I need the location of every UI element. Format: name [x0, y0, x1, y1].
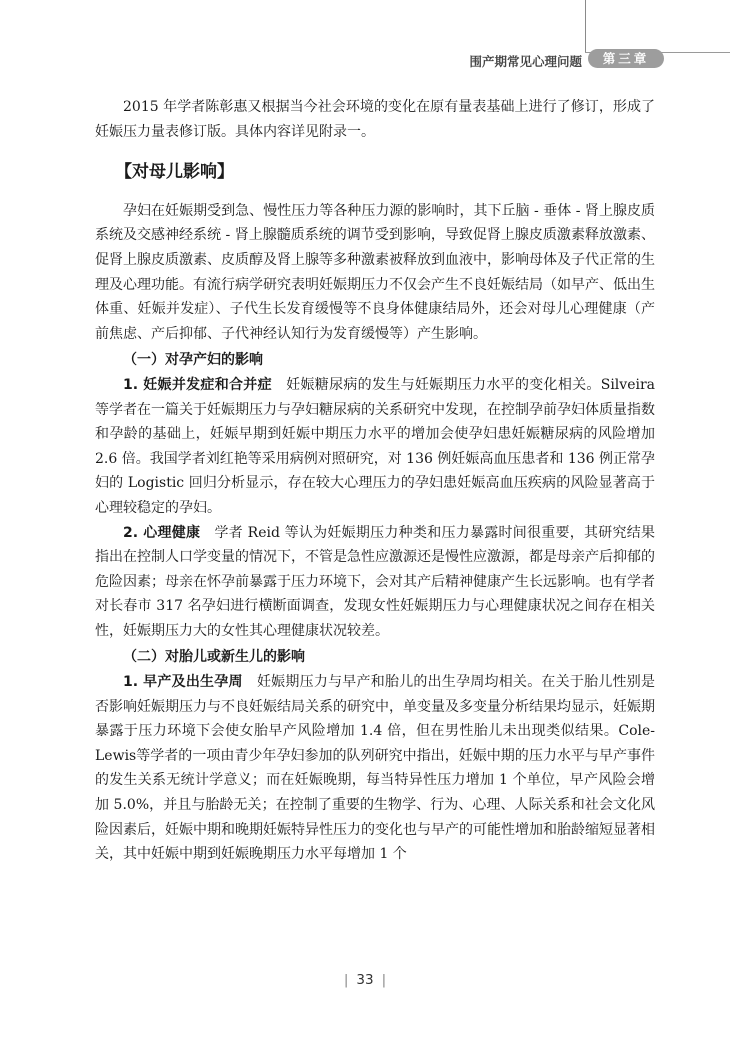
- page-footer: [0, 972, 730, 988]
- page-body: [95, 95, 655, 867]
- paragraph-preterm: [95, 670, 655, 867]
- chapter-badge: 第三章: [588, 49, 664, 68]
- paragraph-text: 学者 Reid 等认为妊娠期压力种类和压力暴露时间很重要，其研究结果指出在控制人口学变量的情况下，不管是急性应激源还是慢性应激源，都是母亲产后抑郁的危险因素；母亲在怀孕前暴露于压力环境下，会对其产后精神健康产生长远影响。也有学者对长春市 317 名孕妇进行横断面调查，发现女性妊娠期压力与心理健康状况之间存在相关性，妊娠期压力大的女性其心理健康状况较差。: [95, 524, 656, 639]
- section-title: 【对母儿影响】: [115, 162, 234, 183]
- subsection-title-fetal: （二）对胎儿或新生儿的影响: [123, 649, 305, 666]
- paragraph-text: 妊娠期压力与早产和胎儿的出生孕周均相关。在关于胎儿性别是否影响妊娠期压力与不良妊娠结局关系的研究中，单变量及多变量分析结果均显示，妊娠期暴露于压力环境下会使女胎早产风险增加 1.4 倍，但在男性胎儿未出现类似结果。Cole-Lewis等学者的一项由青少年孕妇参加的队列研究中指出，妊娠中期的压力水平与早产事件的发生关系无统计学意义；而在妊娠晚期，每当特异性压力增加 1 个单位，早产风险会增加 5.0%，并且与胎龄无关；在控制了重要的生物学、行为、心理、人际关系和社会文化风险因素后，妊娠中期和晚期妊娠特异性压力的变化也与早产的可能性增加和胎龄缩短显著相关，其中妊娠中期到妊娠晚期压力水平每增加 1 个: [95, 674, 656, 863]
- paragraph-lead: 1. 妊娠并发症和合并症: [123, 376, 272, 393]
- paragraph-mental-health: [95, 521, 655, 644]
- paragraph-complications: [95, 373, 655, 521]
- paragraph-text: 妊娠糖尿病的发生与妊娠期压力水平的变化相关。Silveira 等学者在一篇关于妊娠期压力与孕妇糖尿病的关系研究中发现，在控制孕前孕妇体质量指数和孕龄的基础上，妊娠早期到妊娠中期压力水平的增加会使孕妇患妊娠糖尿病的风险增加 2.6 倍。我国学者刘红艳等采用病例对照研究，对 136 例妊娠高血压患者和 136 例正常孕妇的 Logistic 回归分析显示，存在较大心理压力的孕妇患妊娠高血压疾病的风险显著高于心理较稳定的孕妇。: [95, 376, 655, 516]
- folio-bar-right: |: [381, 972, 387, 988]
- paragraph-lead: 2. 心理健康: [123, 524, 201, 541]
- section-paragraph: 孕妇在妊娠期受到急、慢性压力等各种压力源的影响时，其下丘脑 - 垂体 - 肾上腺皮质系统及交感神经系统 - 肾上腺髓质系统的调节受到影响，导致促肾上腺皮质激素释放激素、促肾上腺皮质激素、皮质醇及肾上腺等多种激素被释放到血液中，影响母体及子代正常的生理及心理功能。有流行病学研究表明妊娠期压力不仅会产生不良妊娠结局（如早产、低出生体重、妊娠并发症）、子代生长发育缓慢等不良身体健康结局外，还会对母儿心理健康（产前焦虑、产后抑郁、子代神经认知行为发育缓慢等）产生影响。: [95, 202, 655, 342]
- subsection-title-maternal: （一）对孕产妇的影响: [123, 352, 263, 369]
- paragraph-lead: 1. 早产及出生孕周: [123, 674, 243, 691]
- running-title: 围产期常见心理问题: [469, 54, 582, 69]
- folio-bar-left: |: [343, 972, 349, 988]
- intro-paragraph: 2015 年学者陈彰惠又根据当今社会环境的变化在原有量表基础上进行了修订，形成了妊娠压力量表修订版。具体内容详见附录一。: [95, 99, 655, 140]
- header-vertical-rule: [585, 0, 586, 52]
- page-number: 33: [356, 972, 374, 988]
